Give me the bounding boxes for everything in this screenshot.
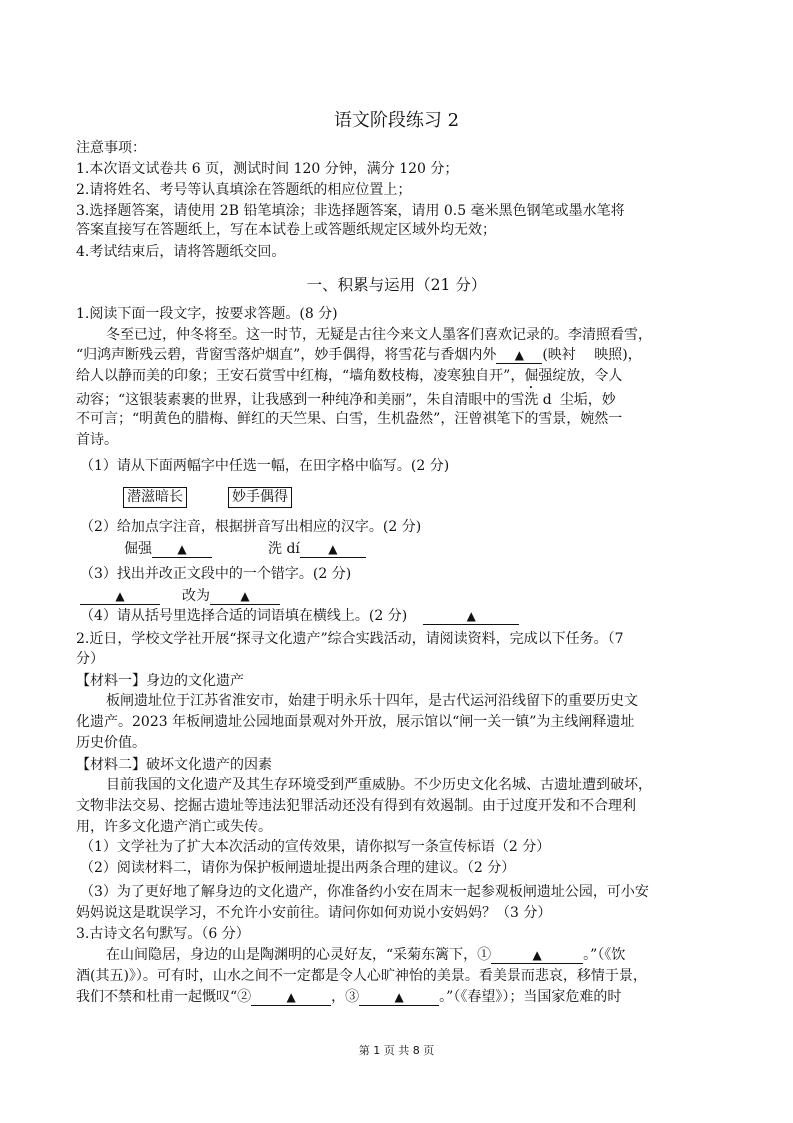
page-footer: 第 1 页 共 8 页: [358, 1044, 435, 1057]
triangle-marker-icon: ▲: [514, 348, 524, 362]
q1-sub-4: [80, 607, 519, 626]
note-1: 1.本次语文试卷共 6 页，测试时间 120 分钟，满分 120 分；: [76, 161, 459, 177]
q1-text: “归鸿声断残云碧，背窗雪落炉烟直”，妙手偶得，将雪花与香烟内外: [76, 347, 497, 363]
answer-blank[interactable]: [300, 541, 366, 558]
calligraphy-box-1: 潜滋暗长: [123, 487, 187, 508]
note-2: 2.请将姓名、考号等认真填涂在答题纸的相应位置上；: [76, 182, 412, 198]
q3-line: [76, 988, 621, 1007]
answer-blank[interactable]: [251, 989, 331, 1006]
q1-sub-1: （1）请从下面两幅字中任选一幅，在田字格中临写。(2 分): [80, 458, 450, 474]
q3-line: [106, 946, 625, 965]
triangle-marker-icon: ▲: [394, 990, 404, 1004]
triangle-marker-icon: ▲: [240, 589, 250, 603]
triangle-marker-icon: ▲: [115, 589, 125, 603]
word-label: 洗 dí: [268, 541, 300, 557]
q1-stem: 1.阅读下面一段文字，按要求答题。(8 分): [76, 306, 338, 322]
q1-para-line: 冬至已过，仲冬将至。这一时节，无疑是古往今来文人墨客们喜欢记录的。李清照看雪，: [106, 327, 652, 343]
q2-task-2: （2）阅读材料二，请你为保护板闸遗址提出两条合理的建议。（2 分）: [80, 860, 516, 876]
material-2-line: 目前我国的文化遗产及其生存环境受到严重威胁。不少历史文化名城、古遗址遭到破坏，: [106, 777, 652, 793]
triangle-marker-icon: ▲: [286, 990, 296, 1004]
q1-para-line: 首诗。: [76, 432, 118, 448]
q1-text: 给人以静而美的印象；王安石赏雪中红梅，“墙角数枝梅，凌寒独自开”，: [76, 368, 525, 384]
answer-blank[interactable]: [359, 989, 439, 1006]
q3-text: ，③: [331, 989, 360, 1005]
q1-text: (映衬 映照)，: [542, 347, 642, 363]
q2-task-3-cont: 妈妈说这是耽误学习，不允许小安前往。请问你如何劝说小安妈妈？（3 分）: [76, 905, 552, 921]
answer-blank[interactable]: [496, 347, 542, 364]
q3-line: 酒(其五)》）。可有时，山水之间不一定都是令人心旷神怡的美景。看美景而悲哀，移情于景，: [76, 968, 647, 984]
q1-para-line: [76, 388, 616, 410]
triangle-marker-icon: ▲: [177, 542, 187, 556]
change-to-label: 改为: [182, 588, 210, 604]
q2-task-1: （1）文学社为了扩大本次活动的宣传效果，请你拟写一条宣传标语（2 分）: [80, 839, 551, 855]
q1-sub-2-answers: [124, 540, 366, 559]
material-2-title: 【材料二】破坏文化遗产的因素: [76, 757, 272, 773]
note-3: 3.选择题答案，请使用 2B 铅笔填涂；非选择题答案，请用 0.5 毫米黑色钢笔或墨水笔将: [76, 203, 625, 219]
material-1-title: 【材料一】身边的文化遗产: [76, 673, 244, 689]
q1-para-line: 不可言；“明黄色的腊梅、鲜红的天竺果、白雪，生机盎然”，汪曾祺笔下的雪景，婉然一: [76, 411, 623, 427]
q3-stem: 3.古诗文名句默写。（6 分）: [76, 926, 250, 942]
word-label: 倔强: [124, 541, 152, 557]
answer-blank[interactable]: [491, 947, 583, 964]
material-2-line: 用，许多文化遗产消亡或失传。: [76, 819, 272, 835]
q3-text: 在山间隐居，身边的山是陶渊明的心灵好友，“采菊东篱下，①: [106, 947, 492, 963]
triangle-marker-icon: ▲: [466, 609, 476, 623]
triangle-marker-icon: ▲: [532, 948, 542, 962]
answer-blank[interactable]: [210, 588, 280, 605]
q1-text: 尘垢，妙: [559, 392, 616, 408]
answer-blank[interactable]: [152, 541, 212, 558]
section-heading: 一、积累与运用（21 分）: [306, 276, 487, 294]
note-3-cont: 答案直接写在答题纸上，写在本试卷上或答题纸规定区域外均无效；: [76, 222, 496, 238]
q3-text: 。”（《春望》）；当国家危难的时: [439, 989, 622, 1005]
dotted-character: 倔: [524, 368, 539, 384]
triangle-marker-icon: ▲: [328, 542, 338, 556]
q1-text: 强绽放，令人: [538, 368, 623, 384]
q2-stem-cont: 分）: [76, 651, 104, 667]
q1-sub-3-answers: [80, 587, 280, 606]
material-1-line: 历史价值。: [76, 735, 146, 751]
calligraphy-box-2: 妙手偶得: [228, 487, 292, 508]
q2-task-3: （3）为了更好地了解身边的文化遗产，你准备约小安在周末一起参观板闸遗址公园，可小安: [80, 884, 649, 900]
q3-text: 。”（《饮: [583, 947, 626, 963]
q1-sub-4-text: （4）请从括号里选择合适的词语填在横线上。(2 分): [80, 608, 408, 624]
material-2-line: 文物非法交易、挖掘古遗址等违法犯罪活动还没有得到有效遏制。由于过度开发和不合理利: [76, 798, 636, 814]
notes-heading: 注意事项：: [76, 140, 146, 156]
q1-text: 动容；“这银装素裹的世界，让我感到一种纯净和美丽”，朱自清眼中的雪洗 d: [76, 392, 552, 408]
q1-sub-3: （3）找出并改正文段中的一个错字。(2 分): [80, 566, 352, 582]
material-1-line: 化遗产。2023 年板闸遗址公园地面景观对外开放，展示馆以“闸一关一镇”为主线阐释遗址: [76, 714, 635, 730]
gap: [552, 388, 560, 404]
material-1-line: 板闸遗址位于江苏省淮安市，始建于明永乐十四年，是古代运河沿线留下的重要历史文: [106, 693, 638, 709]
answer-blank[interactable]: [423, 608, 519, 625]
q1-sub-2: （2）给加点字注音，根据拼音写出相应的汉字。(2 分): [80, 519, 422, 535]
answer-blank[interactable]: [80, 588, 160, 605]
note-4: 4.考试结束后，请将答题纸交回。: [76, 244, 286, 260]
page-title: 语文阶段练习 2: [333, 110, 460, 131]
q2-stem: 2.近日，学校文学社开展“探寻文化遗产”综合实践活动，请阅读资料，完成以下任务。（7: [76, 631, 624, 647]
q3-text: 我们不禁和杜甫一起慨叹“②: [76, 989, 252, 1005]
q1-para-line: [76, 346, 642, 365]
